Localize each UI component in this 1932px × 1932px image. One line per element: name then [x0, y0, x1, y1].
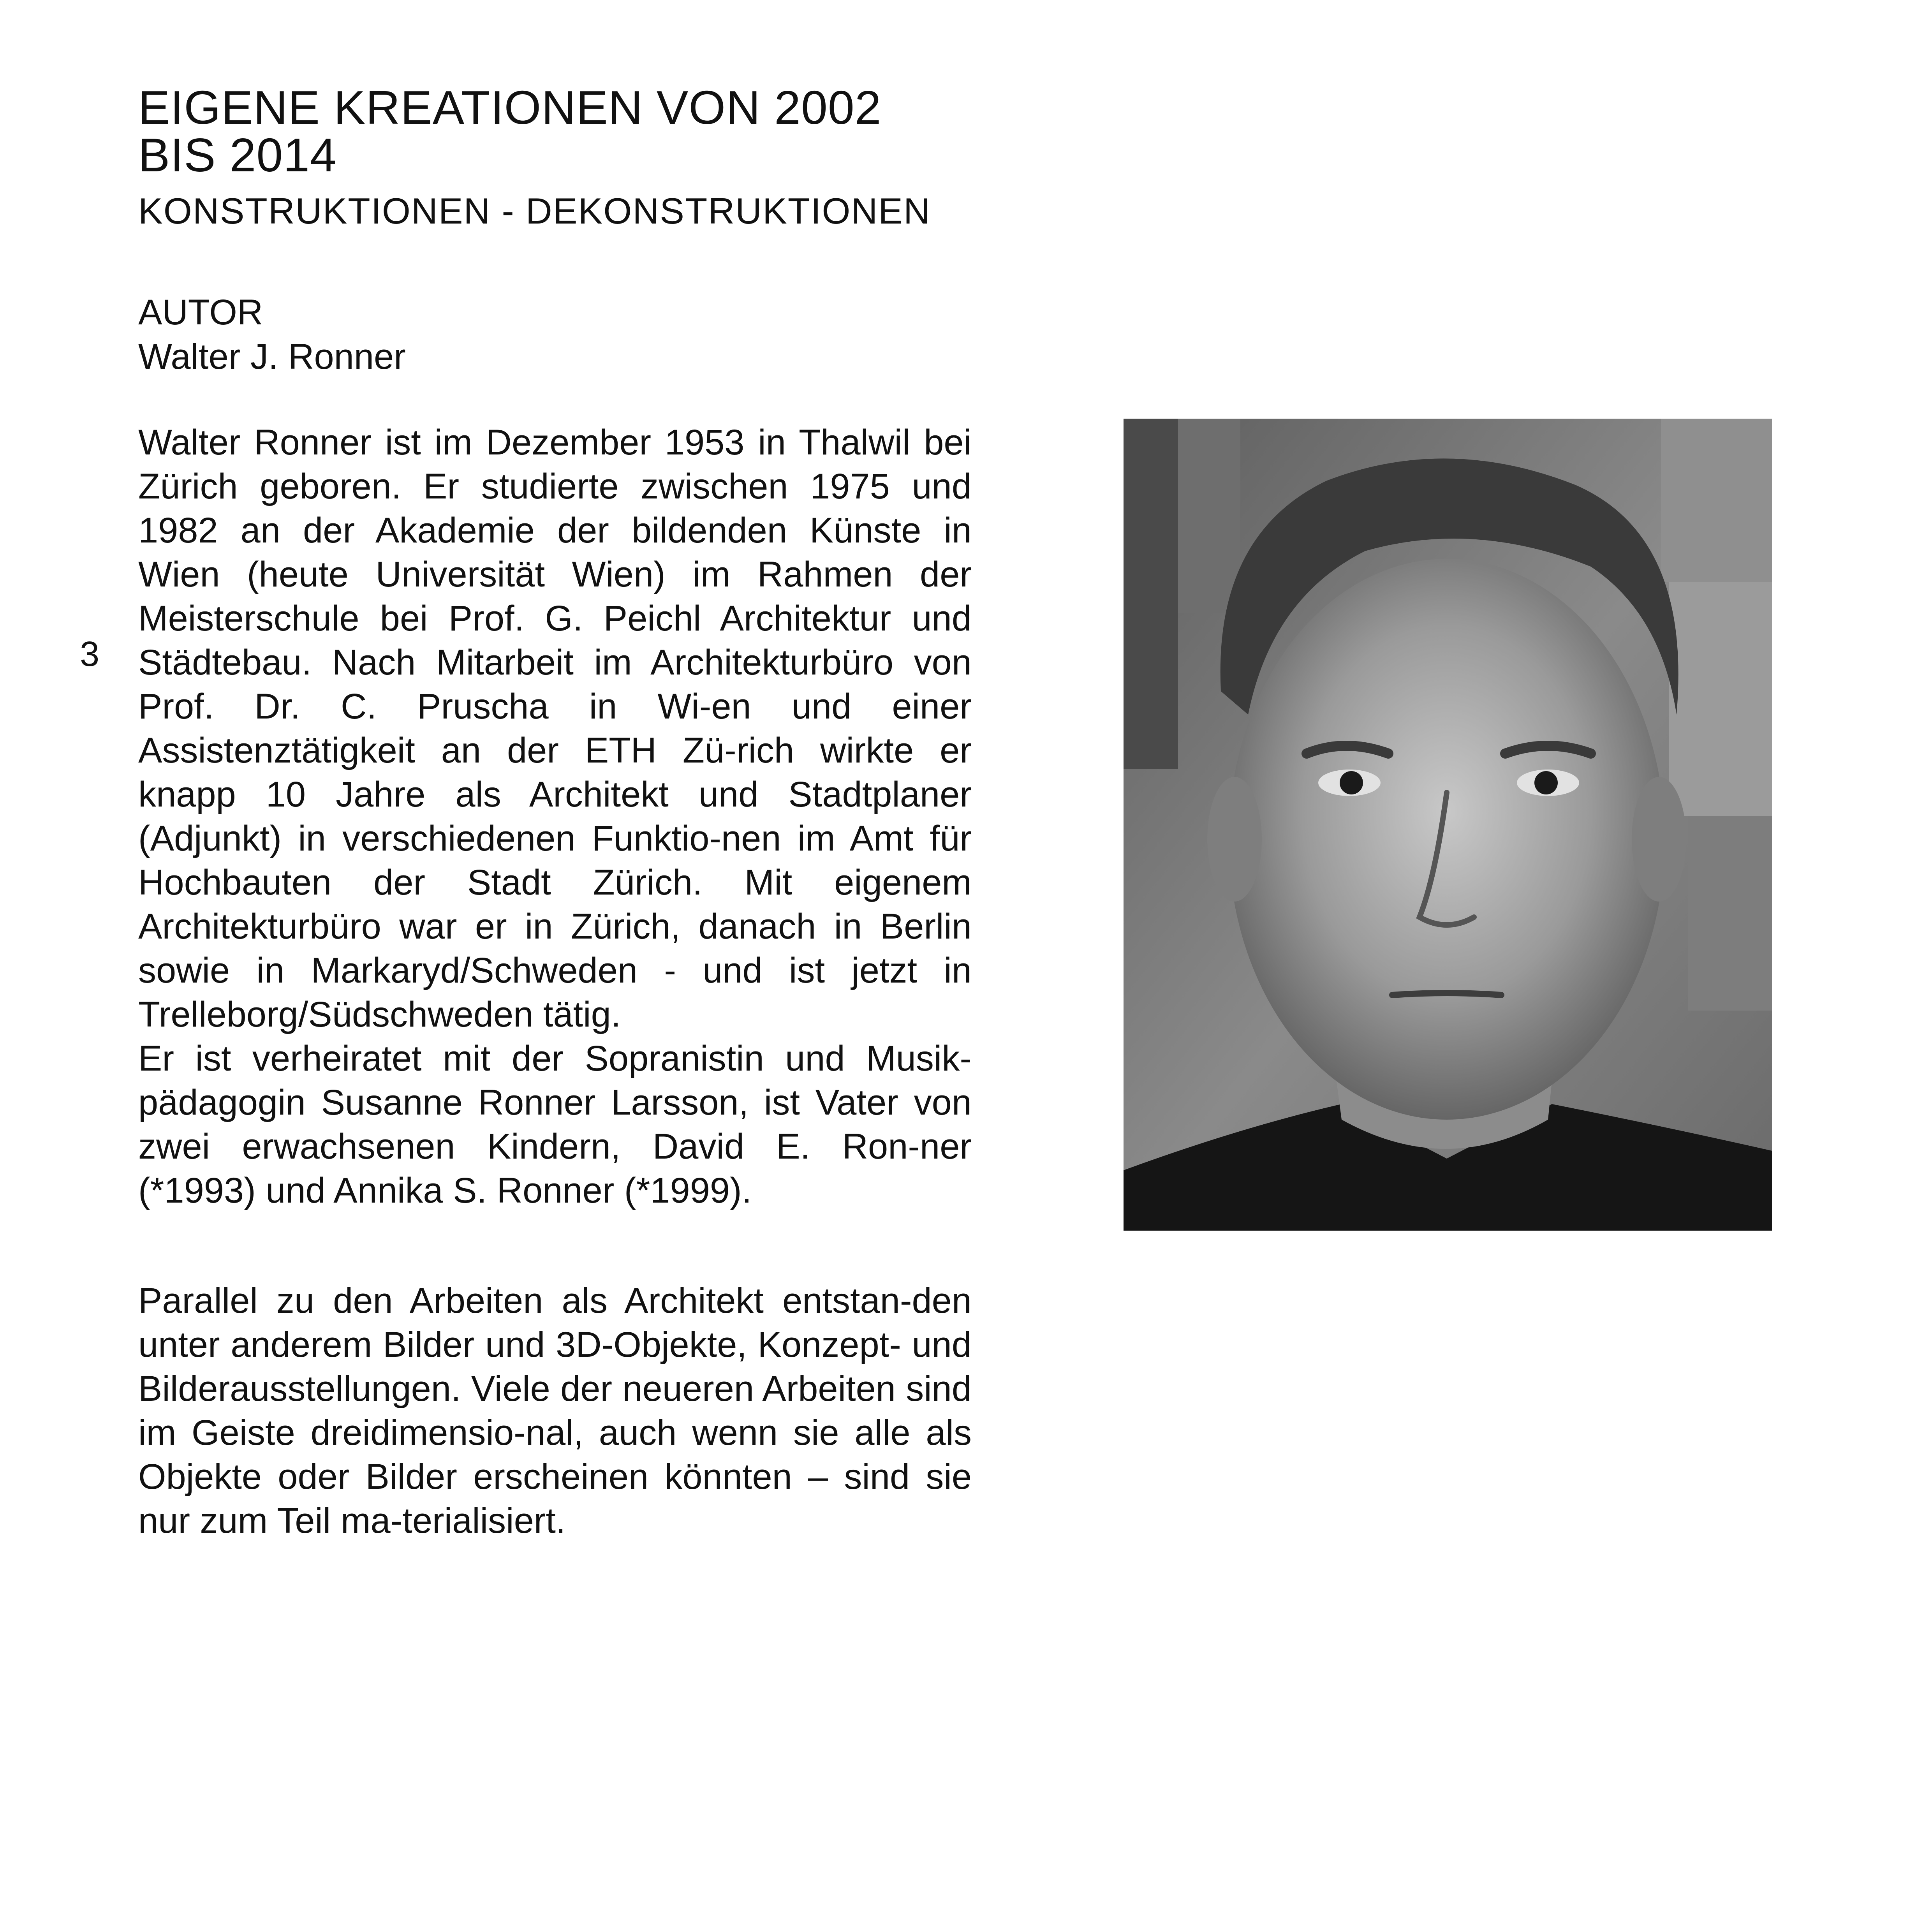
bio-paragraph: Walter Ronner ist im Dezember 1953 in Thalwil bei Zürich geboren. Er studierte zwischen 1975 und 1982 an der Akademie der bildenden Künste in Wien (heute Universität Wien) im Rahmen der Meisterschule bei Prof. G. Peichl Architektur und Städtebau. Nach Mitarbeit im Architekturbüro von Prof. Dr. C. Pruscha in Wi-en und einer Assistenztätigkeit an der ETH Zü-rich wirkte er knapp 10 Jahre als Architekt und Stadtplaner (Adjunkt) in verschiedenen Funktio-nen im Amt für Hochbauten der Stadt Zürich. Mit eigenem Architekturbüro war er in Zürich, danach in Berlin sowie in Markaryd/Schweden - und ist jetzt in Trelleborg/Südschweden tätig.	[138, 423, 972, 1034]
bio-paragraph: Er ist verheiratet mit der Sopranistin und Musik-pädagogin Susanne Ronner Larsson, ist Vater von zwei erwachsenen Kindern, David E. Ron-ner (*1993) und Annika S. Ronner (*1999).	[138, 1039, 972, 1210]
page-subtitle: KONSTRUKTIONEN - DEKONSTRUKTIONEN	[138, 190, 931, 231]
paragraph-spacer	[138, 1213, 972, 1279]
author-block	[138, 290, 839, 379]
author-label: AUTOR	[138, 292, 263, 332]
page-number: 3	[80, 635, 100, 674]
page-title: EIGENE KREATIONEN VON 2002 BIS 2014	[138, 81, 882, 181]
author-biography	[138, 421, 972, 1543]
title-block	[138, 81, 995, 232]
author-name: Walter J. Ronner	[138, 337, 406, 377]
bio-paragraph: Parallel zu den Arbeiten als Architekt entstan-den unter anderem Bilder und 3D-Objekte, Konzept- und Bilderausstellungen. Viele der neueren Arbeiten sind im Geiste dreidimensio-nal, auch wenn sie alle als Objekte oder Bilder erscheinen könnten – sind sie nur zum Teil ma-terialisiert.	[138, 1281, 972, 1541]
portrait-image	[1124, 419, 1772, 1231]
author-portrait-photo	[1124, 419, 1772, 1231]
